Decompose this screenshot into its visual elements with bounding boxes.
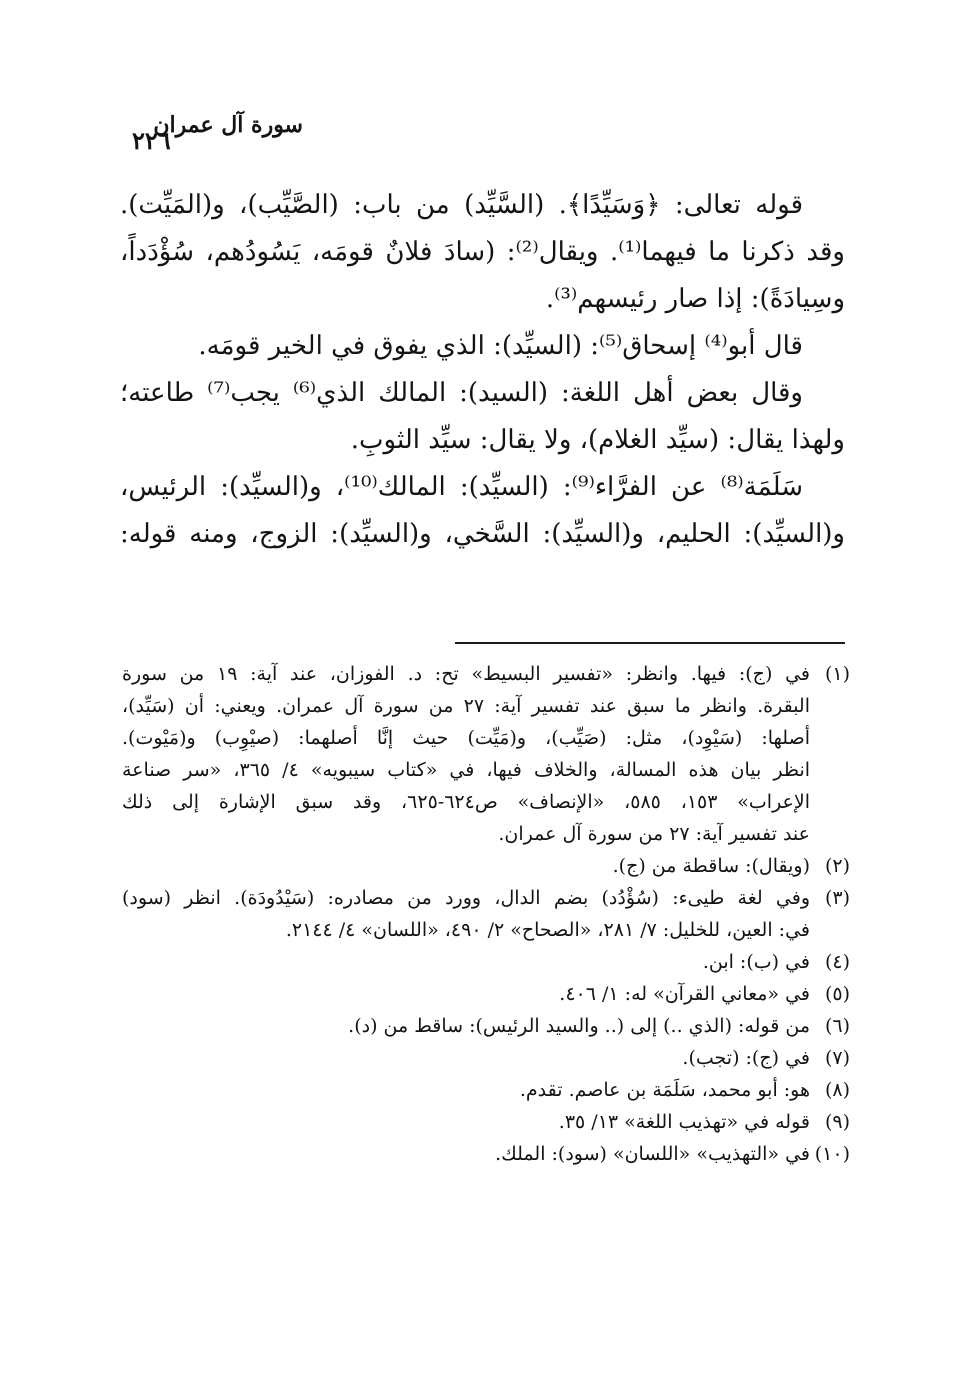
main-text	[120, 182, 845, 558]
footnote-number: (٨)	[824, 1079, 850, 1101]
footnote-line: الإعراب» ١٥٣، ٥٨٥، «الإنصاف» ص٦٢٤-٦٢٥، وقد سبق الإشارة إلى ذلك	[122, 791, 811, 813]
body-line: قوله تعالى: ﴿وَسَيِّدًا﴾. (السَّيِّد) من باب: (الصَّيِّب)، و(المَيِّت).	[120, 190, 803, 220]
footnote-line: من قوله: (الذي ..) إلى (.. والسيد الرئيس): ساقط من (د).	[348, 1015, 810, 1037]
footnote-number: (٧)	[824, 1047, 850, 1069]
running-title: سورة آل عمران	[153, 112, 303, 138]
body-line: قال أبو⁽⁴⁾ إسحاق⁽⁵⁾: (السيِّد): الذي يفوق في الخير قومَه.	[198, 331, 803, 361]
body-line: وسِيادَةً): إذا صار رئيسهم⁽³⁾.	[545, 284, 845, 314]
footnote-number: (٦)	[824, 1015, 850, 1037]
body-line: سَلَمَة⁽⁸⁾ عن الفرَّاء⁽⁹⁾: (السيِّد): المالك⁽¹⁰⁾، و(السيِّد): الرئيس،	[120, 472, 804, 502]
footnote-divider	[455, 642, 845, 644]
footnote-number: (٥)	[824, 983, 850, 1005]
footnote-line: وفي لغة طيىء: (سُؤْدُد) بضم الدال، وورد من مصادره: (سَيْدُودَة). انظر (سود)	[122, 887, 810, 909]
body-line: وقد ذكرنا ما فيهما⁽¹⁾. ويقال⁽²⁾: (سادَ فلانٌ قومَه، يَسُودُهم، سُؤْدَداً،	[120, 237, 845, 267]
footnote-line: أصلها: (سَيْوِد)، مثل: (صَيِّب)، و(مَيِّت) حيث إنَّا أصلهما: (صيْوِب) و(مَيْوت).	[122, 727, 810, 749]
footnote-line: انظر بيان هذه المسالة، والخلاف فيها، في «كتاب سيبويه» ٤/ ٣٦٥، «سر صناعة	[122, 759, 811, 781]
footnote-number: (٩)	[824, 1111, 850, 1133]
footnote-line: في (ب): ابن.	[702, 951, 810, 973]
footnote	[122, 1042, 850, 1074]
footnote-number: (٣)	[824, 887, 850, 909]
footnote-line: في «التهذيب» «اللسان» (سود): الملك.	[495, 1143, 810, 1165]
footnote-line: (ويقال): ساقطة من (ج).	[612, 855, 810, 877]
footnote-line: في (ج): (تجب).	[682, 1047, 810, 1069]
footnotes	[122, 658, 850, 1170]
footnote-line: في (ج): فيها. وانظر: «تفسير البسيط» تح: د. الفوزان، عند آية: ١٩ من سورة	[122, 663, 811, 685]
footnote-line: في: العين، للخليل: ٧/ ٢٨١، «الصحاح» ٢/ ٤٩٠، «اللسان» ٤/ ٢١٤٤.	[285, 919, 810, 941]
footnote-number: (٢)	[824, 855, 850, 877]
footnote-line: عند تفسير آية: ٢٧ من سورة آل عمران.	[498, 823, 810, 845]
footnote	[122, 1106, 850, 1138]
body-line: وقال بعض أهل اللغة: (السيد): المالك الذي⁽⁶⁾ يجب⁽⁷⁾ طاعته؛	[120, 378, 803, 408]
footnote	[122, 978, 850, 1010]
footnote-number: (١٠)	[814, 1143, 850, 1165]
footnote	[122, 850, 850, 882]
footnote	[122, 1138, 850, 1170]
footnote	[122, 882, 850, 946]
body-line: ولهذا يقال: (سيِّد الغلام)، ولا يقال: سيِّد الثوبِ.	[350, 425, 845, 455]
footnote	[122, 658, 850, 850]
footnote-number: (٤)	[824, 951, 850, 973]
footnote-line: قوله في «تهذيب اللغة» ١٣/ ٣٥.	[558, 1111, 810, 1133]
footnote	[122, 1010, 850, 1042]
footnote	[122, 946, 850, 978]
body-line: و(السيِّد): الحليم، و(السيِّد): السَّخي، و(السيِّد): الزوج، ومنه قوله:	[120, 519, 845, 549]
page-number: ٢٢٦	[132, 126, 171, 155]
footnote-line: البقرة. وانظر ما سبق عند تفسير آية: ٢٧ من سورة آل عمران. ويعني: أن (سَيِّد)،	[122, 695, 810, 717]
footnote-line: هو: أبو محمد، سَلَمَة بن عاصم. تقدم.	[519, 1079, 810, 1101]
footnote-line: في «معاني القرآن» له: ١/ ٤٠٦.	[559, 983, 810, 1005]
footnote-number: (١)	[824, 663, 850, 685]
footnote	[122, 1074, 850, 1106]
